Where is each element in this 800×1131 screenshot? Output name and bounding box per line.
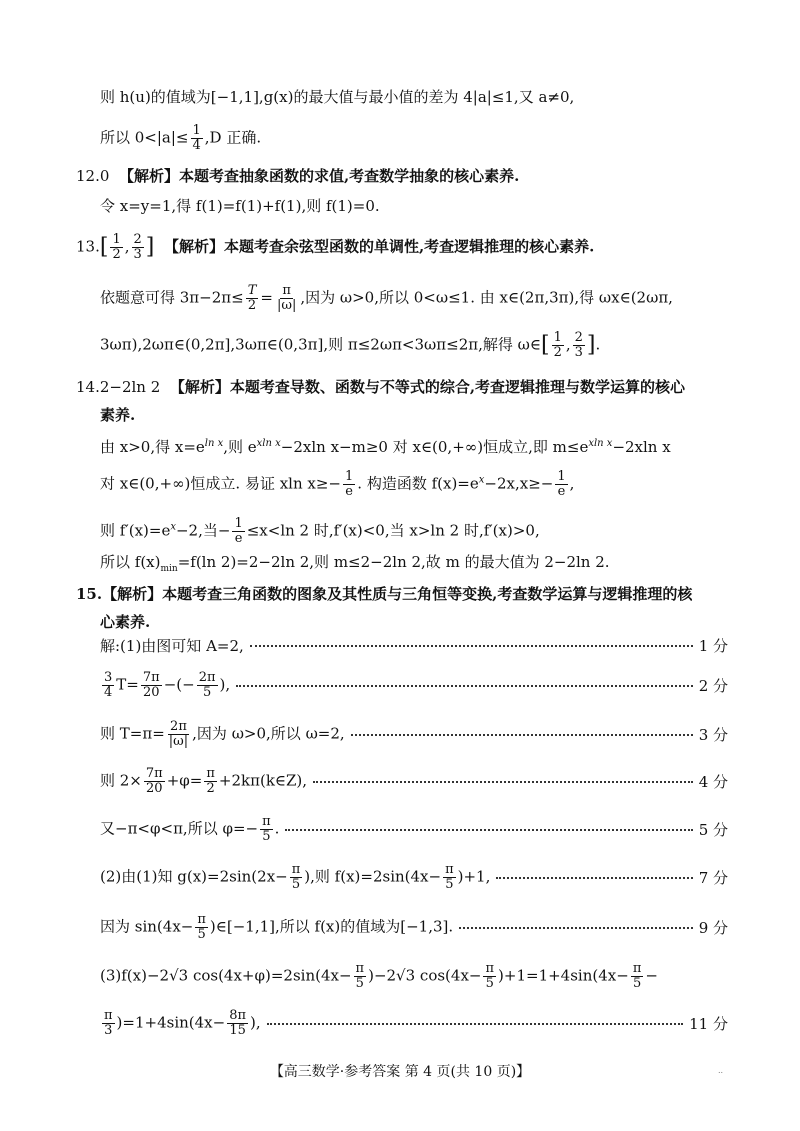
problem-14-line-1: 由 x>0,得 $x=e^{ln x}$,则 $e^{xln x}-2xln$ x−m≥0 对 x∈(0,+∞)恒成立,即 $m\le e^{xln x}-2xln$ x: [100, 438, 671, 456]
step-5: 又−π<φ<π,所以 φ=− $\frac{\pi}{5}$ . 5 分: [100, 813, 728, 844]
dotted-leader: [285, 828, 692, 831]
problem-12-solution: 令 x=y=1,得 f(1)=f(1)+f(1),则 f(1)=0.: [100, 197, 380, 215]
problem-14-line-4: 所以 $f(x)_{min}=f(\ln$ 2)=2−2ln 2,则 m≤2−2ln 2,故 m 的最大值为 2−2ln 2.: [100, 553, 610, 574]
problem-14-header-cont: 素养.: [100, 406, 136, 424]
problem-12-header: 12.0 【解析】本题考查抽象函数的求值,考查数学抽象的核心素养.: [76, 167, 520, 185]
problem-15-header: 15.【解析】本题考查三角函数的图象及其性质与三角恒等变换,考查数学运算与逻辑推理的核: [76, 585, 693, 603]
step-score: 4 分: [698, 772, 728, 791]
problem-14-line-3: 则 $f'(x)=e^x-2$,当− $\frac{1}{e}$ ≤x<ln 2 时,f′(x)<0,当 x>ln 2 时,f′(x)>0,: [100, 516, 540, 546]
step-score: 3 分: [698, 725, 728, 744]
dotted-leader: [267, 1022, 683, 1025]
step-4: 则 2× $\frac{7\pi}{20}$ +φ= $\frac{\pi}{2}$ +2kπ(k∈Z), 4 分: [100, 765, 728, 796]
problem-15-header-cont: 心素养.: [100, 613, 151, 631]
dotted-leader: [313, 780, 693, 783]
step-6: (2)由(1)知 g(x)=2sin(2x− $\frac{\pi}{5}$ ),则 f(x)=2sin(4x− $\frac{\pi}{5}$ )+1, 7 分: [100, 861, 728, 892]
dotted-leader: [250, 644, 693, 647]
step-score: 11 分: [689, 1014, 728, 1033]
scan-speck: ..: [718, 1066, 724, 1075]
step-3: 则 T=π= $\frac{2\pi}{|\omega|}$ ,因为 ω>0,所以 ω=2, 3 分: [100, 718, 728, 749]
problem-14-header: 14.2−2ln 2 【解析】本题考查导数、函数与不等式的综合,考查逻辑推理与数学运算的核心: [76, 378, 686, 396]
step-score: 2 分: [698, 676, 728, 695]
step-score: 9 分: [698, 918, 728, 937]
problem-13-header: 13.[ $\frac{1}{2}$ , $\frac{2}{3}$ ] 【解析】本题考查余弦型函数的单调性,考查逻辑推理的核心素养.: [76, 232, 595, 262]
step-score: 1 分: [698, 636, 728, 655]
step-2: $\frac{3}{4}$ T= $\frac{7\pi}{20}$ −(− $\frac{2\pi}{5}$ ), 2 分: [104, 669, 728, 700]
dotted-leader: [351, 733, 693, 736]
dotted-leader: [459, 926, 693, 929]
step-score: 5 分: [698, 820, 728, 839]
step-8: (3)f(x)−2√3 cos(4x+φ)=2sin(4x− $\frac{\pi}{5}$ )−2√3 cos(4x− $\frac{\pi}{5}$ )+1=1+4sin(4x− $\frac{\pi}{5}$ −: [100, 961, 658, 991]
step-1: 解:(1)由图可知 A=2, 1 分: [100, 636, 728, 655]
page-footer: 【高三数学·参考答案 第 4 页(共 10 页)】: [269, 1064, 531, 1080]
problem-13-line-3: 3ωπ),2ωπ∈(0,2π],3ωπ∈(0,3π],则 π≤2ωπ<3ωπ≤2π,解得 ω∈[ $\frac{1}{2}$ , $\frac{2}{3}$ ].: [100, 330, 601, 360]
fraction-1-4: $\frac{1}{4}$: [192, 123, 201, 153]
step-7: 因为 sin(4x− $\frac{\pi}{5}$ )∈[−1,1],所以 f(x)的值域为[−1,3]. 9 分: [100, 911, 728, 942]
dotted-leader: [496, 876, 692, 879]
line-hu-range: 则 h(u)的值域为[−1,1],g(x)的最大值与最小值的差为 4|a|≤1,又 a≠0,: [100, 88, 575, 106]
dotted-leader: [236, 684, 693, 687]
step-9: $\frac{\pi}{3}$ )=1+4sin(4x− $\frac{8\pi}{15}$ ), 11 分: [104, 1007, 728, 1038]
line-a-range: 所以 0<|a|≤ $\frac{1}{4}$ ,D 正确.: [100, 123, 262, 153]
step-score: 7 分: [698, 868, 728, 887]
problem-14-line-2: 对 x∈(0,+∞)恒成立. 易证 xln x≥− $\frac{1}{e}$ . 构造函数 $f(x)=e^x-2x,x\ge-$ $\frac{1}{e}$ ,: [100, 469, 575, 499]
problem-13-line-2: 依题意可得 3π−2π≤ $\frac{T}{2}$ = $\frac{\pi}{|\omega|}$ ,因为 ω>0,所以 0<ω≤1. 由 x∈(2π,3π),得 ωx∈(2ωπ,: [100, 283, 673, 313]
